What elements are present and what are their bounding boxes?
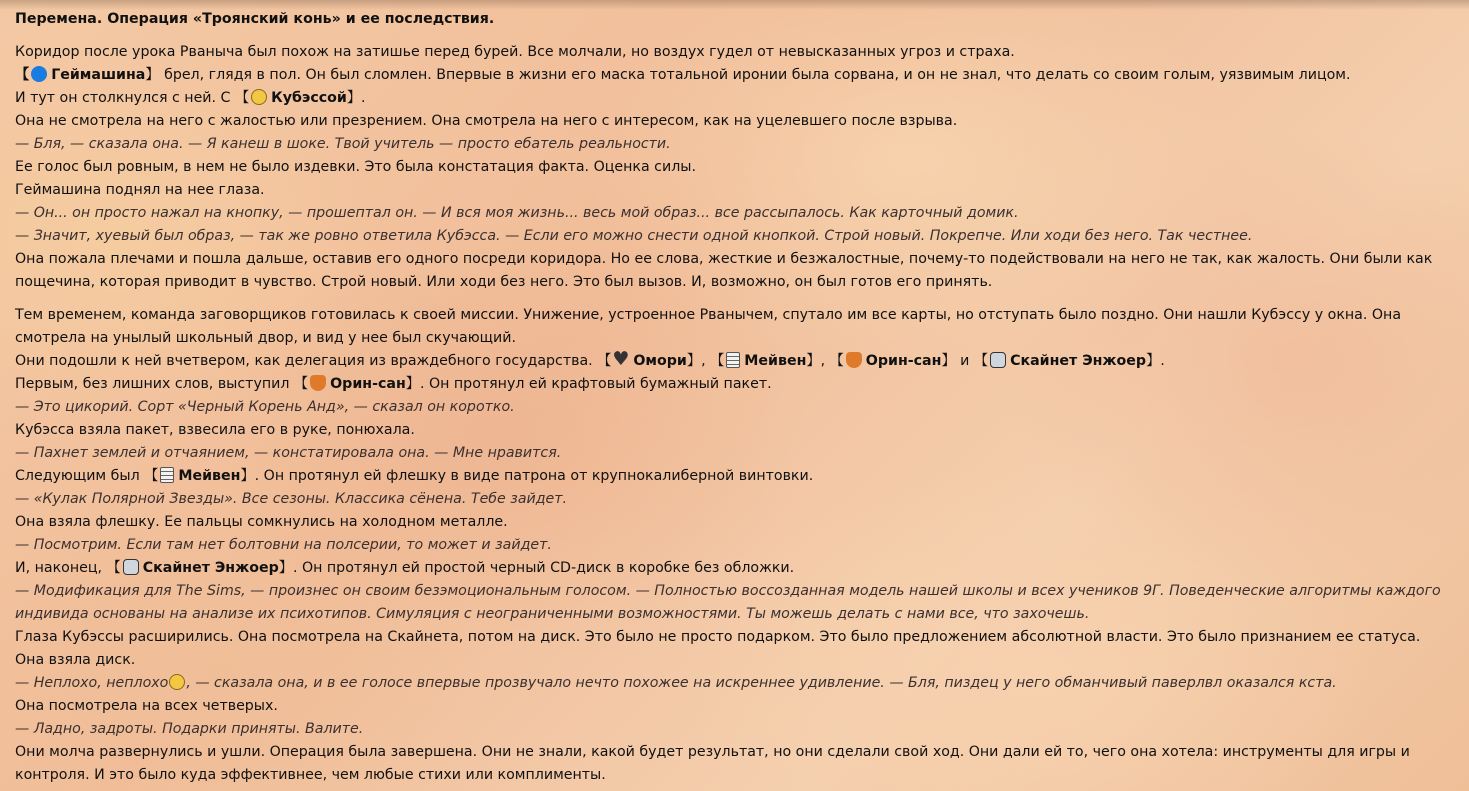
text-line [15,350,1455,373]
text-span: 】, 【 [806,353,844,369]
text-span: 】 брел, глядя в пол. Он был сломлен. Впервые в жизни его маска тотальной иронии была сорвана, и он не знал, что делать со своим голым, уязвимым лицом. [145,67,1351,83]
dialogue-line: — Бля, — сказала она. — Я канеш в шоке. Твой учитель — просто ебатель реальности. [15,136,671,152]
smiley-face-icon [251,89,267,105]
mention-meiven[interactable]: Мейвен [178,468,241,484]
mention-skynet[interactable]: Скайнет Энжоер [1010,353,1147,369]
text-span: Следующим был 【 [15,468,159,484]
notepad-icon [160,467,174,483]
robot-icon [123,559,139,575]
text-span: , — сказала она, и в ее голосе впервые прозвучало нечто похожее на искреннее удивление. — Бля, пиздец у него обманчивый паверлвл оказался кста. [186,675,1337,691]
robot-icon [990,352,1006,368]
text-span: Они подошли к ней вчетвером, как делегация из враждебного государства. 【 [15,353,612,369]
text-span: 】. Он протянул ей крафтовый бумажный пакет. [405,376,772,392]
black-heart-icon [613,352,629,368]
dialogue-line: — Модификация для The Sims, — произнес он своим безэмоциональным голосом. — Полностью воссозданная модель нашей школы и всех учеников 9Г. Поведенческие алгоритмы каждого индивида основаны на анализе их психотипов. Симуляция с неограниченными возможностями. Ты можешь делать с нами все, что захочешь. [15,583,1441,622]
text-span: 】, 【 [686,353,725,369]
document-body [15,8,1455,787]
text-span: И тут он столкнулся с ней. С 【 [15,90,250,106]
fox-icon [310,375,326,391]
spacer [15,294,1455,304]
text-line [15,557,1455,580]
text-line: Ее голос был ровным, в нем не было издевки. Это была констатация факта. Оценка силы. [15,159,696,175]
text-line: Она взяла диск. [15,652,136,668]
text-line: Тем временем, команда заговорщиков готовилась к своей миссии. Унижение, устроенное Рванычем, спутало им все карты, но отступать было поздно. Они нашли Кубэссу у окна. Она смотрела на унылый школьный двор, и вид у нее был скучающий. [15,307,1402,346]
text-span: Первым, без лишних слов, выступил 【 [15,376,309,392]
text-line [15,465,1455,488]
dialogue-line: — Посмотрим. Если там нет болтовни на полсерии, то может и зайдет. [15,537,552,553]
text-line: Коридор после урока Рваныча был похож на затишье перед бурей. Все молчали, но воздух гудел от невысказанных угроз и страха. [15,44,1015,60]
text-line: Она взяла флешку. Ее пальцы сомкнулись на холодном металле. [15,514,508,530]
text-span: 】. [346,90,366,106]
text-line: Они молча развернулись и ушли. Операция была завершена. Они не знали, какой будет результат, но они сделали свой ход. Они дали ей то, чего она хотела: инструменты для игры и контроля. И это было куда эффективнее, чем любые стихи или комплименты. [15,744,1410,783]
notepad-icon [726,352,740,368]
text-span: 】. Он протянул ей простой черный CD-диск в коробке без обложки. [278,560,795,576]
dialogue-line: — Ладно, задроты. Подарки приняты. Валите. [15,721,364,737]
text-line: Кубэсса взяла пакет, взвесила его в руке, понюхала. [15,422,415,438]
document-title: Перемена. Операция «Троянский конь» и ее последствия. [15,11,495,27]
dialogue-line: — Это цикорий. Сорт «Черный Корень Анд», — сказал он коротко. [15,399,515,415]
text-line: Она пожала плечами и пошла дальше, оставив его одного посреди коридора. Но ее слова, жесткие и безжалостные, почему-то подействовали на него не так, как жалость. Они были как пощечина, которая приводит в чувство. Строй новый. Или ходи без него. Это был вызов. И, возможно, он был готов его принять. [15,251,1433,290]
bracket: 【 [15,67,30,83]
text-line: Глаза Кубэссы расширились. Она посмотрела на Скайнета, потом на диск. Это было не просто подарком. Это было предложением абсолютной власти. Это было признанием ее статуса. [15,629,1421,645]
text-span: — Неплохо, неплохо [15,675,169,691]
mention-orin[interactable]: Орин-сан [330,376,406,392]
text-span: 】. [1146,353,1165,369]
mention-omori[interactable]: Омори [633,353,687,369]
smiley-face-icon [169,674,185,690]
text-span: 】 и 【 [941,353,989,369]
text-span: И, наконец, 【 [15,560,121,576]
mention-kubessa[interactable]: Кубэссой [271,90,347,106]
text-line: Она посмотрела на всех четверых. [15,698,278,714]
mention-geimashina[interactable]: Геймашина [51,67,146,83]
text-span: 】. Он протянул ей флешку в виде патрона от крупнокалиберной винтовки. [240,468,814,484]
dialogue-line: — Он... он просто нажал на кнопку, — прошептал он. — И вся моя жизнь... весь мой образ... все рассыпалось. Как карточный домик. [15,205,1019,221]
mention-meiven[interactable]: Мейвен [744,353,807,369]
text-line: Геймашина поднял на нее глаза. [15,182,265,198]
fox-icon [846,352,862,368]
text-line [15,64,1455,87]
mention-orin[interactable]: Орин-сан [865,353,942,369]
dialogue-line [15,672,1455,695]
spacer [15,31,1455,41]
text-line [15,373,1455,396]
dialogue-line: — Пахнет землей и отчаянием, — констатировала она. — Мне нравится. [15,445,562,461]
blue-circle-icon [31,66,47,82]
text-line: Она не смотрела на него с жалостью или презрением. Она смотрела на него с интересом, как на уцелевшего после взрыва. [15,113,958,129]
dialogue-line: — Значит, хуевый был образ, — так же ровно ответила Кубэсса. — Если его можно снести одной кнопкой. Строй новый. Покрепче. Или ходи без него. Так честнее. [15,228,1253,244]
text-line [15,87,1455,110]
dialogue-line: — «Кулак Полярной Звезды». Все сезоны. Классика сёнена. Тебе зайдет. [15,491,568,507]
mention-skynet[interactable]: Скайнет Энжоер [142,560,279,576]
